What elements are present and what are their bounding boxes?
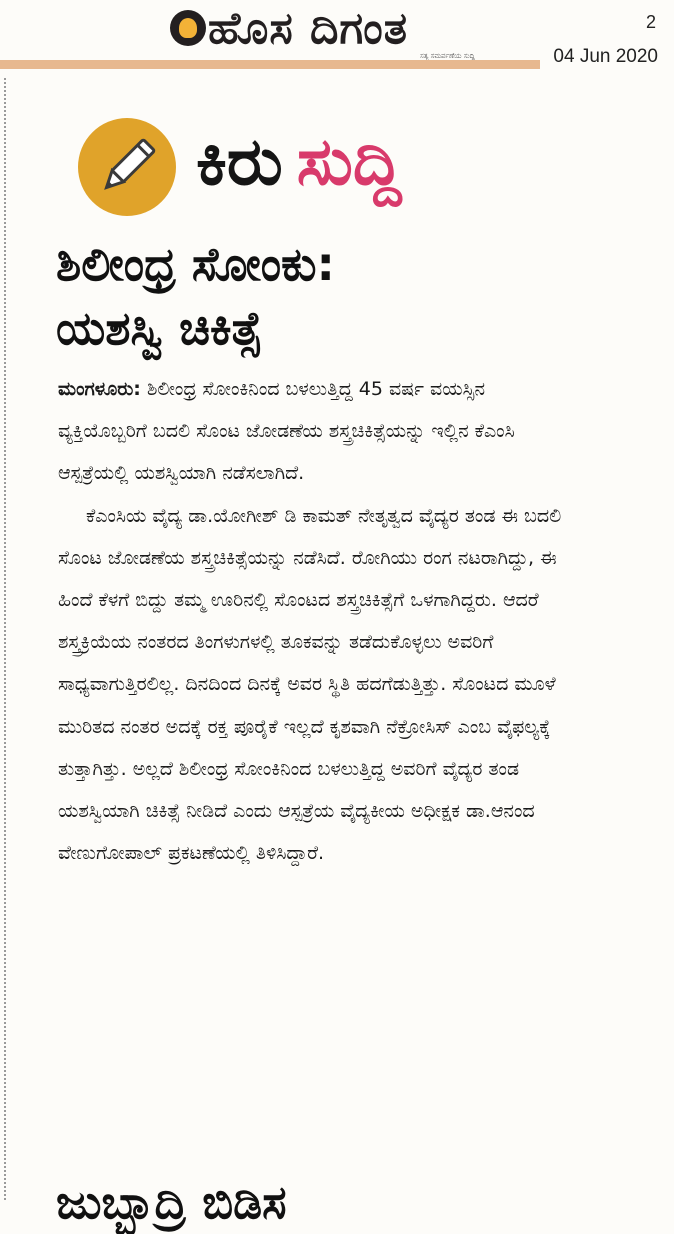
column-dotted-margin xyxy=(4,78,6,1200)
section-title xyxy=(196,112,401,212)
section-title-part1: ಕಿರು xyxy=(196,123,283,200)
newspaper-name: ಹೊಸ ದಿಗಂತ xyxy=(208,3,409,54)
logo-lamp-icon xyxy=(179,18,197,38)
page-number: 2 xyxy=(645,12,656,32)
article-headline xyxy=(56,232,616,360)
article-paragraph-1 xyxy=(58,368,568,495)
next-article-headline: ಜುಬ್ಬಾದ್ರಿ ಬಿಡಿಸ xyxy=(56,1175,287,1229)
masthead xyxy=(0,0,674,76)
article-paragraph-2: ಕೆಎಂಸಿಯ ವೈದ್ಯ ಡಾ.ಯೋಗೀಶ್ ಡಿ ಕಾಮತ್ ನೇತೃತ್ವದ ವೈದ್ಯರ ತಂಡ ಈ ಬದಲಿ ಸೊಂಟ ಜೋಡಣೆಯ ಶಸ್ತ್ರಚಿಕಿತ್ಸೆಯನ್ನು ನಡೆಸಿದೆ. ರೋಗಿಯು ರಂಗ ನಟರಾಗಿದ್ದು, ಈ ಹಿಂದೆ ಕೆಳಗೆ ಬಿದ್ದು ತಮ್ಮ ಊರಿನಲ್ಲಿ ಸೊಂಟದ ಶಸ್ತ್ರಚಿಕಿತ್ಸೆಗೆ ಒಳಗಾಗಿದ್ದರು. ಆದರೆ ಶಸ್ತ್ರಕ್ರಿಯೆಯ ನಂತರದ ತಿಂಗಳುಗಳಲ್ಲಿ ತೂಕವನ್ನು ತಡೆದುಕೊಳ್ಳಲು ಅವರಿಗೆ ಸಾಧ್ಯವಾಗುತ್ತಿರಲಿಲ್ಲ. ದಿನದಿಂದ ದಿನಕ್ಕೆ ಅವರ ಸ್ಥಿತಿ ಹದಗೆಡುತ್ತಿತ್ತು. ಸೊಂಟದ ಮೂಳೆ ಮುರಿತದ ನಂತರ ಅದಕ್ಕೆ ರಕ್ತ ಪೂರೈಕೆ ಇಲ್ಲದೆ ಕೃಶವಾಗಿ ನೆಕ್ರೋಸಿಸ್ ಎಂಬ ವೈಫಲ್ಯಕ್ಕೆ ತುತ್ತಾಗಿತ್ತು. ಅಲ್ಲದೆ ಶಿಲೀಂಧ್ರ ಸೋಂಕಿನಿಂದ ಬಳಲುತ್ತಿದ್ದ ಅವರಿಗೆ ವೈದ್ಯರ ತಂಡ ಯಶಸ್ವಿಯಾಗಿ ಚಿಕಿತ್ಸೆ ನೀಡಿದೆ ಎಂದು ಆಸ್ಪತ್ರೆಯ ವೈದ್ಯಕೀಯ ಅಧೀಕ್ಷಕ ಡಾ.ಆನಂದ ವೇಣುಗೋಪಾಲ್ ಪ್ರಕಟಣೆಯಲ್ಲಿ ತಿಳಿಸಿದ್ದಾರೆ. xyxy=(58,504,562,865)
pencil-icon xyxy=(78,118,176,216)
article-body xyxy=(58,368,568,874)
section-title-part2: ಸುದ್ದಿ xyxy=(296,123,402,200)
masthead-rule xyxy=(0,60,540,69)
article-paragraph-1-text: ಶಿಲೀಂಧ್ರ ಸೋಂಕಿನಿಂದ ಬಳಲುತ್ತಿದ್ದ 45 ವರ್ಷ ವಯಸ್ಸಿನ ವ್ಯಕ್ತಿಯೊಬ್ಬರಿಗೆ ಬದಲಿ ಸೊಂಟ ಜೋಡಣೆಯ ಶಸ್ತ್ರಚಿಕಿತ್ಸೆಯನ್ನು ಇಲ್ಲಿನ ಕೆಎಂಸಿ ಆಸ್ಪತ್ರೆಯಲ್ಲಿ ಯಶಸ್ವಿಯಾಗಿ ನಡೆಸಲಾಗಿದೆ. xyxy=(58,378,515,485)
headline-line2: ಯಶಸ್ವಿ ಚಿಕಿತ್ಸೆ xyxy=(56,301,263,355)
article-dateline: ಮಂಗಳೂರು: xyxy=(58,378,141,400)
newspaper-tagline: ಸತ್ಯ ಸಮರ್ಪಣೆಯ ಸುದ್ದಿ xyxy=(420,52,475,60)
pencil-icon-graphic xyxy=(92,132,162,202)
publication-date: 04 Jun 2020 xyxy=(553,46,658,67)
headline-line1: ಶಿಲೀಂಧ್ರ ಸೋಂಕು: xyxy=(56,237,335,291)
